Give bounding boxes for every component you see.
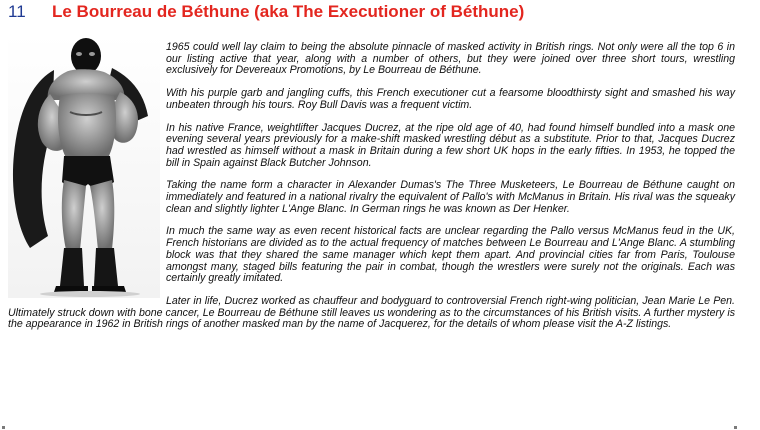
corner-dot [2, 426, 5, 429]
article-body [8, 42, 735, 342]
paragraph: Taking the name form a character in Alexander Dumas's The Three Musketeers, Le Bourreau de Béthune caught on immediately and featured in a national rivalry the equivalent of Pallo's with McManus in Britain. His rival was the squeaky clean and slightly lighter L'Ange Blanc. In German rings he was known as Der Henker. [166, 179, 735, 215]
corner-dot [734, 426, 737, 429]
article-heading [8, 1, 524, 23]
paragraph: With his purple garb and jangling cuffs, this French executioner cut a fearsome bloodthirsty sight and smashed his way unbeaten through his tours. Roy Bull Davis was a frequent victim. [166, 87, 735, 111]
article-title: Le Bourreau de Béthune (aka The Executioner of Béthune) [52, 2, 525, 21]
paragraph: 1965 could well lay claim to being the absolute pinnacle of masked activity in British rings. Not only were all the top 6 in our listing active that year, along with a number of others, but they were joined over three short tours, wrestling exclusively for Devereaux Promotions, by Le Bourreau de Béthune. [166, 41, 735, 77]
entry-number: 11 [8, 2, 26, 21]
photo-wrap-spacer [8, 42, 166, 298]
paragraph: In his native France, weightlifter Jacques Ducrez, at the ripe old age of 40, had found himself bundled into a mask one evening several years previously for a make-shift masked wrestling début as a substitute. Prior to that, Jacques Ducrez had wrestled as himself without a mask in Britain during a few short UK hops in the early fifties. In 1953, he topped the bill in Spain against Black Butcher Johnson. [166, 121, 735, 169]
paragraph: In much the same way as even recent historical facts are unclear regarding the Pallo versus McManus feud in the UK, French historians are divided as to the actual frequency of matches between Le Bourreau and L'Ange Blanc. A stumbling block was that they shared the same manager which kept them apart. And provincial cities far from Paris, Toulouse amongst many, staged bills featuring the pair in combat, though the wrestlers were surely not the originals. Each was certainly greatly imitated. [166, 225, 735, 285]
paragraph: Later in life, Ducrez worked as chauffeur and bodyguard to controversial French right-wing politician, Jean Marie Le Pen. Ultimately struck down with bone cancer, Le Bourreau de Béthune still leaves us wondering as to the circumstances of his British visits. A further mystery is the appearance in 1962 in British rings of another masked man by the name of Jacquerez, for the details of whom please visit the A-Z listings. [8, 294, 735, 331]
page-bottom-dots [0, 424, 760, 430]
